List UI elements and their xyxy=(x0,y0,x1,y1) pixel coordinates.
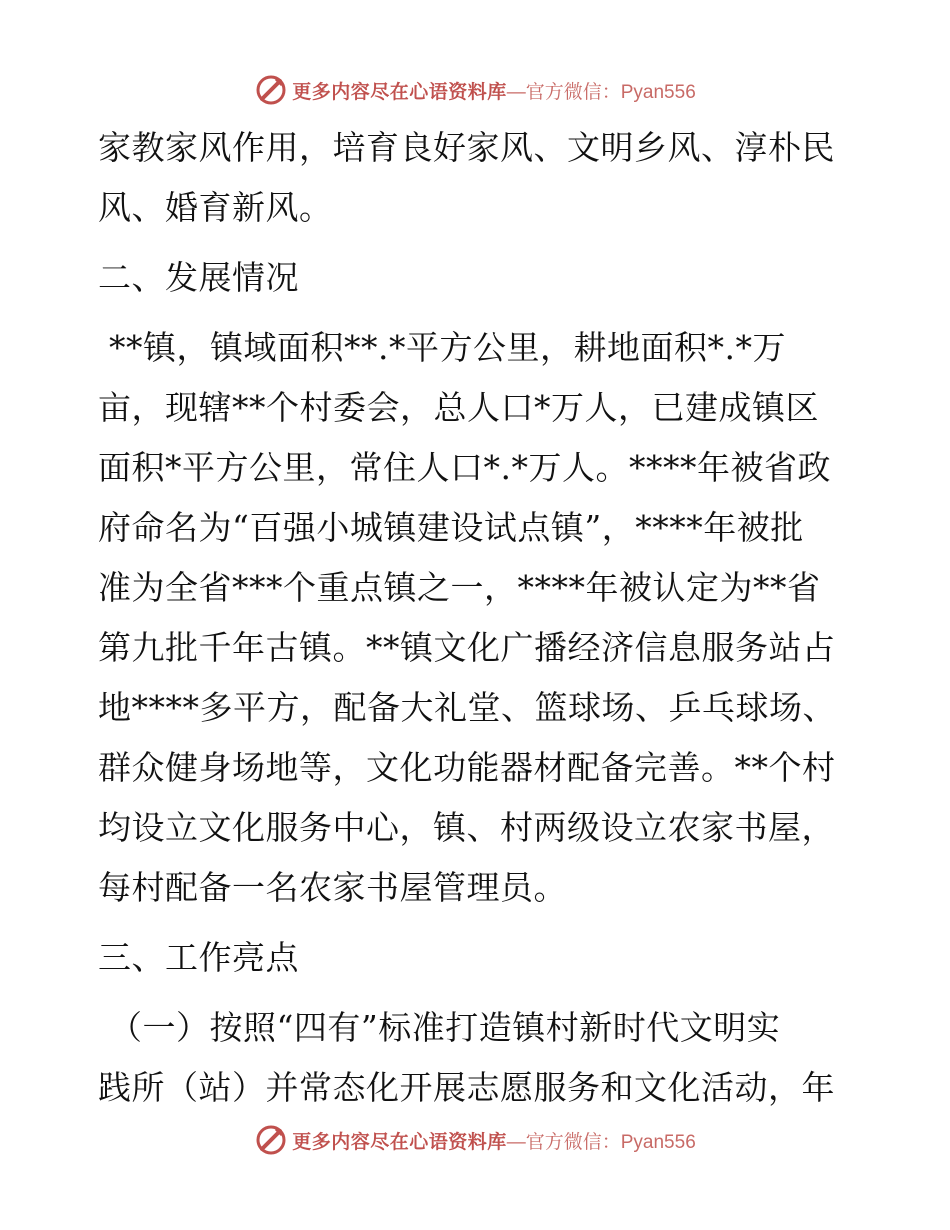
watermark-sub-text: —官方微信：Pyan556 xyxy=(506,1131,696,1153)
text-line: 准为全省***个重点镇之一，****年被认定为**省 xyxy=(98,568,821,607)
text-line: 群众健身场地等，文化功能器材配备完善。**个村 xyxy=(98,748,836,787)
pen-seal-logo-icon xyxy=(254,73,288,107)
watermark-footer xyxy=(0,1120,950,1160)
text-line: 地****多平方，配备大礼堂、篮球场、乒乓球场、 xyxy=(98,688,836,727)
text-line: 第九批千年古镇。**镇文化广播经济信息服务站占 xyxy=(98,628,836,667)
text-line: 均设立文化服务中心，镇、村两级设立农家书屋， xyxy=(98,808,835,847)
watermark-sub-text: —官方微信：Pyan556 xyxy=(506,81,696,103)
paragraph-3 xyxy=(98,998,858,1118)
text-line: **镇，镇域面积**.*平方公里，耕地面积*.*万 xyxy=(98,328,786,367)
text-line: 亩，现辖**个村委会，总人口*万人，已建成镇区 xyxy=(98,388,819,427)
paragraph-2 xyxy=(98,318,858,918)
watermark-main-text: 更多内容尽在心语资料库 xyxy=(292,1130,507,1153)
pen-seal-logo-icon xyxy=(254,1123,288,1157)
watermark-header xyxy=(0,70,950,110)
text-line: （一）按照“四有”标准打造镇村新时代文明实 xyxy=(98,1008,781,1047)
watermark-main-text: 更多内容尽在心语资料库 xyxy=(292,80,507,103)
text-line: 家教家风作用，培育良好家风、文明乡风、淳朴民 xyxy=(98,128,835,167)
document-body xyxy=(98,118,858,1118)
paragraph-1 xyxy=(98,118,858,238)
text-line: 每村配备一名农家书屋管理员。 xyxy=(98,868,567,907)
text-line: 践所（站）并常态化开展志愿服务和文化活动，年 xyxy=(98,1068,835,1107)
section-heading-highlights: 三、工作亮点 xyxy=(98,938,299,977)
text-line: 风、婚育新风。 xyxy=(98,188,333,227)
text-line: 府命名为“百强小城镇建设试点镇”，****年被批 xyxy=(98,508,804,547)
text-line: 面积*平方公里，常住人口*.*万人。****年被省政 xyxy=(98,448,831,487)
section-heading-development: 二、发展情况 xyxy=(98,258,299,297)
